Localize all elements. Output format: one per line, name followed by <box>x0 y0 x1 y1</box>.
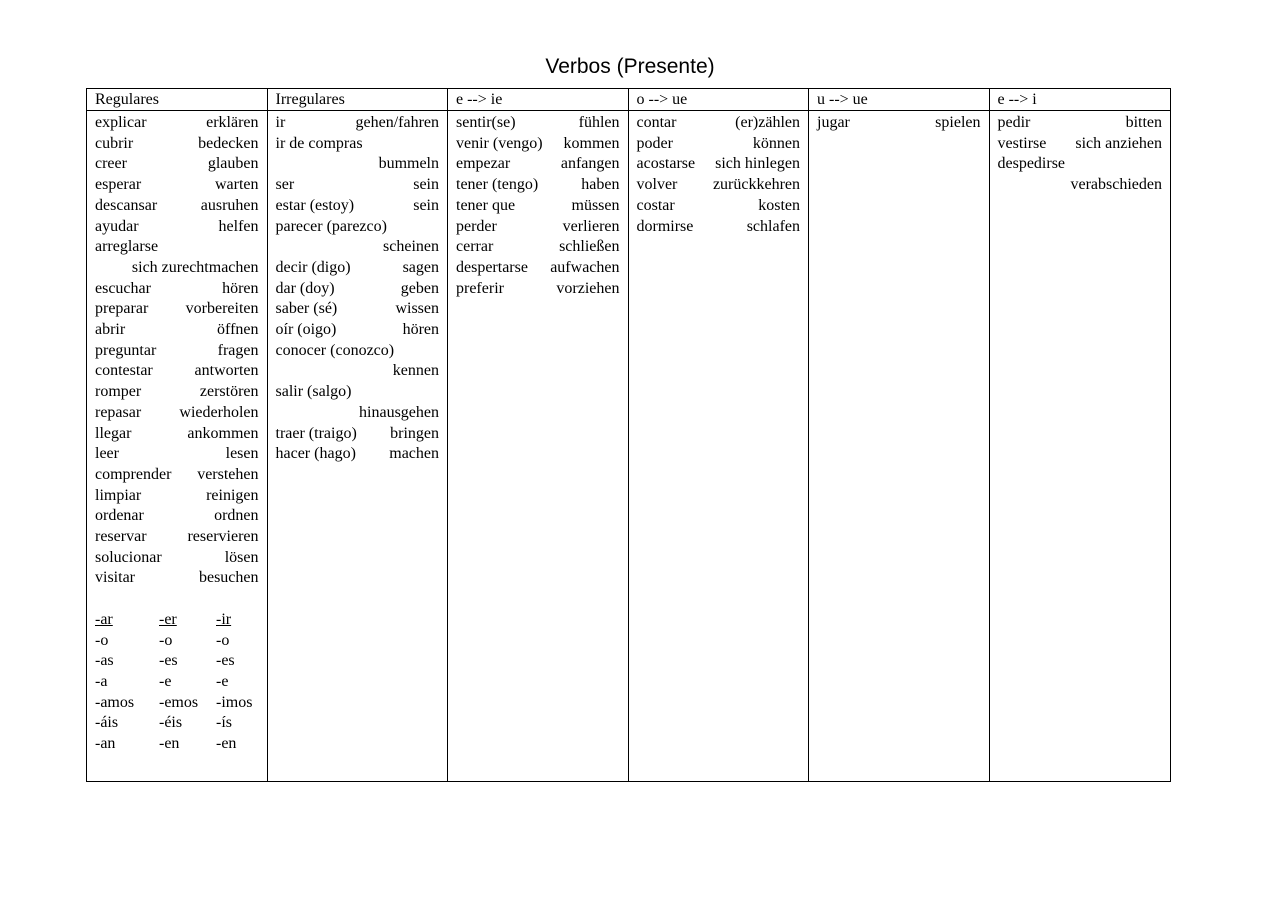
verb-row <box>276 258 440 279</box>
verb-row <box>95 134 259 155</box>
german-translation: wissen <box>395 300 439 318</box>
ending-cell: -amos <box>95 693 135 711</box>
column-header: Irregulares <box>268 89 448 111</box>
spanish-verb: ayudar <box>95 217 139 235</box>
spanish-verb: ir de compras <box>275 134 363 152</box>
ending-cell: -emos <box>159 693 199 711</box>
verb-row <box>276 320 440 341</box>
german-translation: verstehen <box>197 465 259 483</box>
verb-row <box>95 486 259 507</box>
spanish-verb: visitar <box>95 569 135 587</box>
spanish-verb: dar (doy) <box>275 279 335 297</box>
verb-row <box>95 175 259 196</box>
ending-header-cell: -er <box>159 610 177 628</box>
spanish-verb: oír (oigo) <box>275 321 337 339</box>
verb-row <box>817 113 981 134</box>
spanish-verb: romper <box>95 383 142 401</box>
german-translation: verabschieden <box>1070 176 1162 194</box>
spanish-verb: repasar <box>95 403 142 421</box>
spanish-verb: parecer (parezco) <box>275 217 387 235</box>
german-translation: aufwachen <box>550 258 620 276</box>
spanish-verb: comprender <box>95 465 172 483</box>
spanish-verb: ser <box>275 176 295 194</box>
spanish-verb: conocer (conozco) <box>275 341 395 359</box>
spanish-verb: traer (traigo) <box>275 424 357 442</box>
ending-cell: -en <box>159 735 180 753</box>
column-0 <box>87 89 268 781</box>
verb-row <box>95 299 259 320</box>
german-translation: bummeln <box>378 155 439 173</box>
spanish-verb: solucionar <box>95 548 162 566</box>
endings-row <box>95 693 259 714</box>
verb-row <box>276 196 440 217</box>
verb-row <box>456 279 620 300</box>
german-translation: können <box>752 134 800 152</box>
spanish-verb: ordenar <box>95 507 144 525</box>
german-translation: wiederholen <box>179 403 259 421</box>
german-translation: schlafen <box>746 217 800 235</box>
column-4 <box>809 89 990 781</box>
verb-row <box>637 196 801 217</box>
german-translation: bitten <box>1125 114 1162 131</box>
column-5 <box>990 89 1171 781</box>
german-translation: anfangen <box>560 155 620 173</box>
spanish-verb: saber (sé) <box>275 300 338 318</box>
german-translation: sich anziehen <box>1075 134 1162 152</box>
verb-row <box>456 175 620 196</box>
verbs-table <box>86 88 1171 782</box>
verb-row <box>95 320 259 341</box>
german-translation: gehen/fahren <box>355 114 439 131</box>
german-translation: antworten <box>194 362 259 380</box>
german-translation: fühlen <box>578 114 620 131</box>
column-header: u --> ue <box>809 89 989 111</box>
spanish-verb: descansar <box>95 196 158 214</box>
column-body <box>448 111 628 299</box>
spanish-verb: ir <box>275 114 286 131</box>
verb-row <box>95 217 259 238</box>
verb-row <box>95 506 259 527</box>
ending-cell: -o <box>95 631 109 649</box>
verb-row <box>95 154 259 175</box>
column-body <box>87 111 267 755</box>
german-translation: kosten <box>758 196 800 214</box>
verb-row <box>998 113 1163 134</box>
verb-row <box>95 196 259 217</box>
german-translation: ankommen <box>187 424 259 442</box>
german-translation: glauben <box>207 155 259 173</box>
ending-cell: -áis <box>95 714 119 732</box>
verb-row <box>456 258 620 279</box>
spanish-verb: escuchar <box>95 279 151 297</box>
german-translation: geben <box>400 279 439 297</box>
verb-row <box>637 154 801 175</box>
spanish-verb: preferir <box>456 279 504 297</box>
column-1 <box>268 89 449 781</box>
verb-row <box>637 175 801 196</box>
german-translation: helfen <box>218 217 259 235</box>
verb-row <box>95 382 259 403</box>
spanish-verb: volver <box>636 176 678 194</box>
endings-row <box>95 672 259 693</box>
german-translation: sich zurechtmachen <box>131 258 259 276</box>
german-translation: vorbereiten <box>185 300 259 318</box>
verb-row <box>276 382 440 423</box>
verb-row <box>637 217 801 238</box>
german-translation: zerstören <box>199 383 259 401</box>
german-translation: lösen <box>224 548 259 566</box>
column-2 <box>448 89 629 781</box>
verb-row <box>276 175 440 196</box>
spanish-verb: limpiar <box>95 486 142 504</box>
ending-cell: -a <box>95 672 108 690</box>
german-translation: ordnen <box>214 507 259 525</box>
verb-row <box>276 113 440 134</box>
column-header: e --> i <box>990 89 1171 111</box>
verb-row <box>276 279 440 300</box>
german-translation: sagen <box>402 258 439 276</box>
ending-cell: -ís <box>216 714 232 732</box>
ending-cell: -o <box>216 631 230 649</box>
spanish-verb: tener (tengo) <box>456 176 539 194</box>
verb-row <box>95 341 259 362</box>
german-translation: sein <box>413 196 439 214</box>
verb-row <box>456 154 620 175</box>
spanish-verb: dormirse <box>636 217 694 235</box>
german-translation: kommen <box>563 134 620 152</box>
ending-cell: -o <box>159 631 173 649</box>
spanish-verb: creer <box>95 155 127 173</box>
spanish-verb: pedir <box>997 114 1031 131</box>
spanish-verb: sentir(se) <box>456 114 516 131</box>
verb-row <box>276 444 440 465</box>
german-translation: warten <box>214 176 259 194</box>
ending-header-cell: -ir <box>216 610 232 628</box>
spanish-verb: costar <box>636 196 675 214</box>
column-body <box>268 111 448 465</box>
verb-row <box>456 113 620 134</box>
german-translation: erklären <box>206 114 259 131</box>
spanish-verb: leer <box>95 445 119 463</box>
german-translation: ausruhen <box>200 196 259 214</box>
german-translation: reinigen <box>206 486 259 504</box>
ending-cell: -en <box>216 735 237 753</box>
verb-row <box>456 217 620 238</box>
verb-row <box>637 113 801 134</box>
verb-row <box>95 279 259 300</box>
german-translation: sich hinlegen <box>715 155 800 173</box>
endings-row <box>95 713 259 734</box>
endings-header <box>95 610 259 631</box>
spanish-verb: llegar <box>95 424 132 442</box>
column-header: o --> ue <box>629 89 809 111</box>
german-translation: vorziehen <box>556 279 620 297</box>
ending-cell: -imos <box>216 693 253 711</box>
german-translation: bedecken <box>198 134 259 152</box>
spanish-verb: despertarse <box>456 258 528 276</box>
verb-row <box>95 403 259 424</box>
spanish-verb: perder <box>456 217 497 235</box>
document-title: Verbos (Presente) <box>545 55 715 78</box>
german-translation: lesen <box>225 445 259 463</box>
ending-cell: -es <box>216 652 235 670</box>
spanish-verb: contestar <box>95 362 153 380</box>
spanish-verb: preparar <box>95 300 149 318</box>
ending-cell: -e <box>159 672 172 690</box>
spanish-verb: salir (salgo) <box>275 383 352 401</box>
ending-cell: -éis <box>159 714 183 732</box>
spanish-verb: estar (estoy) <box>275 196 355 214</box>
spanish-verb: arreglarse <box>95 238 159 256</box>
spanish-verb: empezar <box>456 155 511 173</box>
german-translation: müssen <box>571 196 620 214</box>
verb-row <box>276 299 440 320</box>
column-header: Regulares <box>87 89 267 111</box>
german-translation: besuchen <box>198 569 259 587</box>
verb-row <box>998 134 1163 155</box>
ending-header-cell: -ar <box>95 610 113 628</box>
verb-row <box>276 134 440 175</box>
endings-row <box>95 631 259 652</box>
verb-row <box>456 134 620 155</box>
spanish-verb: acostarse <box>636 155 696 173</box>
spanish-verb: despedirse <box>997 155 1066 173</box>
column-body <box>629 111 809 237</box>
german-translation: hören <box>222 279 259 297</box>
verb-row <box>95 444 259 465</box>
endings-row <box>95 734 259 755</box>
german-translation: bringen <box>390 424 439 442</box>
german-translation: scheinen <box>383 238 439 256</box>
german-translation: fragen <box>217 341 259 359</box>
german-translation: sein <box>413 176 439 194</box>
verb-row <box>95 527 259 548</box>
spanish-verb: jugar <box>817 114 850 131</box>
verb-row <box>95 465 259 486</box>
verb-row <box>95 424 259 445</box>
german-translation: öffnen <box>217 321 259 339</box>
ending-cell: -es <box>159 652 178 670</box>
spanish-verb: venir (vengo) <box>456 134 543 152</box>
endings-row <box>95 651 259 672</box>
spanish-verb: cerrar <box>456 238 494 256</box>
ending-cell: -as <box>95 652 114 670</box>
german-translation: haben <box>581 176 620 194</box>
german-translation: schließen <box>559 238 620 256</box>
verb-row <box>95 568 259 589</box>
german-translation: hinausgehen <box>359 403 439 421</box>
column-header: e --> ie <box>448 89 628 111</box>
german-translation: zurückkehren <box>712 176 800 194</box>
spanish-verb: tener que <box>456 196 516 214</box>
verb-row <box>95 548 259 569</box>
german-translation: machen <box>389 445 439 463</box>
spanish-verb: explicar <box>95 114 147 131</box>
verb-row <box>95 237 259 278</box>
german-translation: hören <box>402 321 439 339</box>
verb-row <box>276 217 440 258</box>
german-translation: verlieren <box>562 217 620 235</box>
spanish-verb: poder <box>636 134 673 152</box>
german-translation: (er)zählen <box>735 114 800 131</box>
verb-row <box>456 237 620 258</box>
verb-row <box>456 196 620 217</box>
column-body <box>809 111 989 134</box>
verb-row <box>998 154 1163 195</box>
spanish-verb: reservar <box>95 528 147 546</box>
german-translation: kennen <box>392 362 439 380</box>
column-body <box>990 111 1171 196</box>
verb-row <box>276 424 440 445</box>
verb-row <box>276 341 440 382</box>
ending-cell: -an <box>95 735 116 753</box>
verb-row <box>95 113 259 134</box>
spanish-verb: abrir <box>95 321 126 339</box>
spanish-verb: preguntar <box>95 341 157 359</box>
column-3 <box>629 89 810 781</box>
spanish-verb: hacer (hago) <box>275 445 356 463</box>
verb-row <box>637 134 801 155</box>
spanish-verb: contar <box>636 114 677 131</box>
spanish-verb: vestirse <box>997 134 1047 152</box>
spanish-verb: esperar <box>95 176 142 194</box>
spanish-verb: decir (digo) <box>275 258 351 276</box>
ending-cell: -e <box>216 672 229 690</box>
spanish-verb: cubrir <box>95 134 134 152</box>
german-translation: spielen <box>935 114 981 131</box>
german-translation: reservieren <box>187 528 259 546</box>
verb-row <box>95 361 259 382</box>
